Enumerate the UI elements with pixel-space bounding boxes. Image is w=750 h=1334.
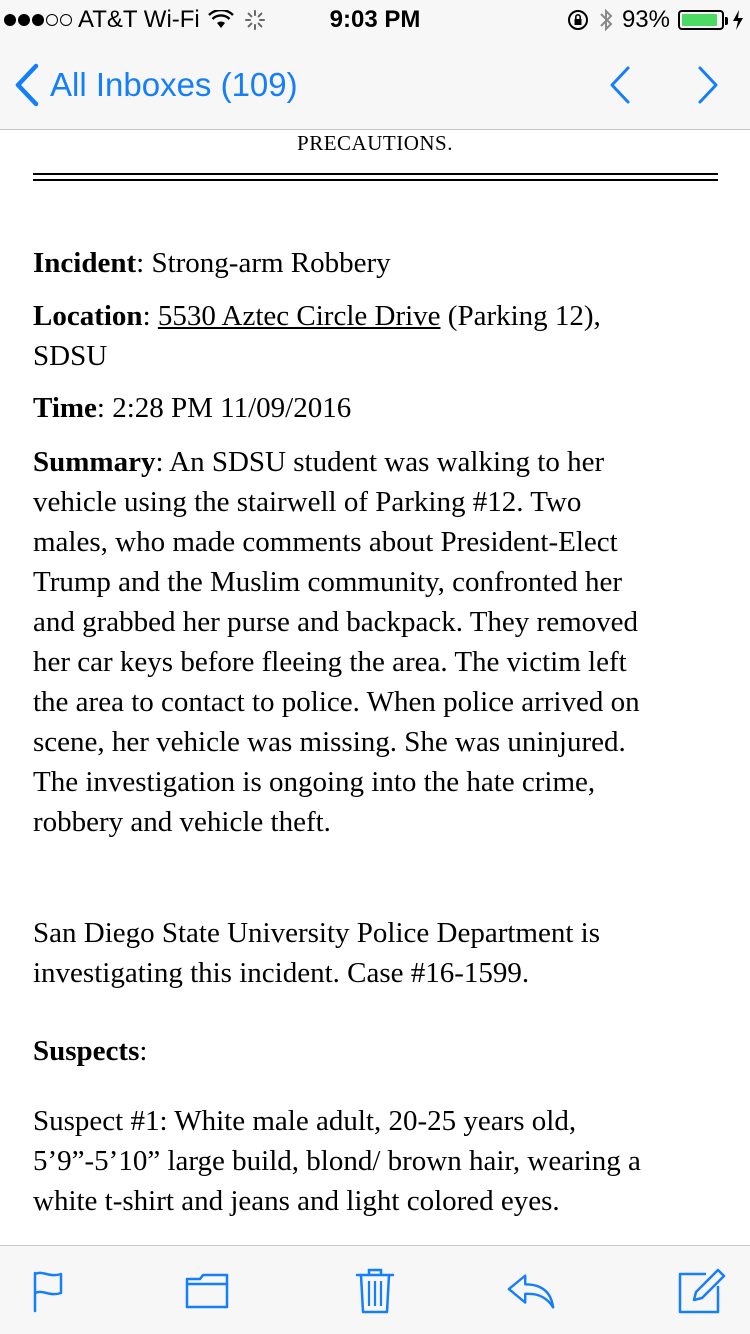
- flag-button[interactable]: [22, 1266, 72, 1316]
- suspects-heading: [33, 1031, 723, 1071]
- summary-line: vehicle using the stairwell of Parking #12. Two: [33, 486, 582, 518]
- carrier-label: AT&T Wi-Fi: [78, 6, 200, 33]
- battery-icon: [678, 10, 724, 30]
- location-detail: (Parking 12),: [440, 300, 601, 332]
- incident-line: [33, 243, 723, 283]
- summary-line: males, who made comments about President-Elect: [33, 526, 618, 558]
- investigating-line: San Diego State University Police Department is: [33, 917, 601, 949]
- suspects-colon: :: [139, 1035, 148, 1067]
- chevron-down-icon: [696, 65, 720, 105]
- reply-icon: [506, 1271, 556, 1311]
- divider: [33, 173, 718, 175]
- suspect-line: Suspect #1: White male adult, 20-25 years old,: [33, 1105, 577, 1137]
- charging-bolt-icon: [732, 9, 744, 31]
- status-bar-right: [566, 6, 744, 34]
- location-label: Location: [33, 300, 143, 332]
- previous-message-button[interactable]: [600, 62, 640, 108]
- bluetooth-icon: [598, 7, 614, 33]
- mail-nav-bar: [0, 40, 750, 130]
- summary-line: The investigation is ongoing into the hate crime,: [33, 766, 596, 798]
- suspect-line: white t-shirt and jeans and light colored eyes.: [33, 1185, 560, 1217]
- summary-line: and grabbed her purse and backpack. They removed: [33, 606, 638, 638]
- location-address-link[interactable]: 5530 Aztec Circle Drive: [157, 300, 441, 332]
- chevron-left-icon: [14, 63, 40, 107]
- compose-button[interactable]: [676, 1266, 726, 1316]
- back-to-inboxes-button[interactable]: [14, 60, 298, 110]
- folder-icon: [184, 1271, 230, 1311]
- summary-line: her car keys before fleeing the area. The victim left: [33, 646, 627, 678]
- compose-icon: [676, 1266, 726, 1316]
- time-label: Time: [33, 392, 97, 424]
- summary-line: robbery and vehicle theft.: [33, 806, 331, 838]
- email-body[interactable]: [0, 131, 750, 1245]
- divider: [33, 179, 718, 181]
- suspect-line: 5’9”-5’10” large build, blond/ brown hair, wearing a: [33, 1145, 641, 1177]
- location-separator: :: [142, 300, 158, 332]
- summary-paragraph: [33, 442, 723, 842]
- message-navigation: [600, 62, 728, 108]
- delete-button[interactable]: [350, 1266, 400, 1316]
- reply-button[interactable]: [506, 1266, 556, 1316]
- mail-toolbar: [0, 1245, 750, 1334]
- incident-label: Incident: [33, 247, 137, 279]
- rotation-lock-icon: [566, 8, 590, 32]
- battery-percent: 93%: [621, 6, 670, 33]
- location-line: [33, 296, 723, 376]
- summary-label: Summary: [33, 446, 156, 478]
- trash-icon: [355, 1266, 395, 1316]
- summary-line: scene, her vehicle was missing. She was uninjured.: [33, 726, 626, 758]
- investigating-paragraph: [33, 913, 723, 993]
- time-value: : 2:28 PM 11/09/2016: [96, 392, 352, 424]
- status-bar: [0, 0, 750, 40]
- time-line: [33, 388, 723, 428]
- flag-icon: [27, 1269, 67, 1313]
- suspects-label: Suspects: [33, 1035, 140, 1067]
- incident-value: : Strong-arm Robbery: [136, 247, 391, 279]
- next-message-button[interactable]: [688, 62, 728, 108]
- precautions-heading: PRECAUTIONS.: [297, 131, 453, 155]
- summary-line: Trump and the Muslim community, confronted her: [33, 566, 623, 598]
- location-line2: SDSU: [33, 340, 108, 372]
- summary-line: the area to contact to police. When police arrived on: [33, 686, 640, 718]
- summary-line: : An SDSU student was walking to her: [155, 446, 605, 478]
- status-time: 9:03 PM: [329, 6, 421, 33]
- back-button-label: All Inboxes (109): [50, 66, 298, 103]
- move-to-folder-button[interactable]: [182, 1266, 232, 1316]
- chevron-up-icon: [608, 65, 632, 105]
- investigating-line: investigating this incident. Case #16-1599.: [33, 957, 530, 989]
- suspect-1-paragraph: [33, 1101, 723, 1221]
